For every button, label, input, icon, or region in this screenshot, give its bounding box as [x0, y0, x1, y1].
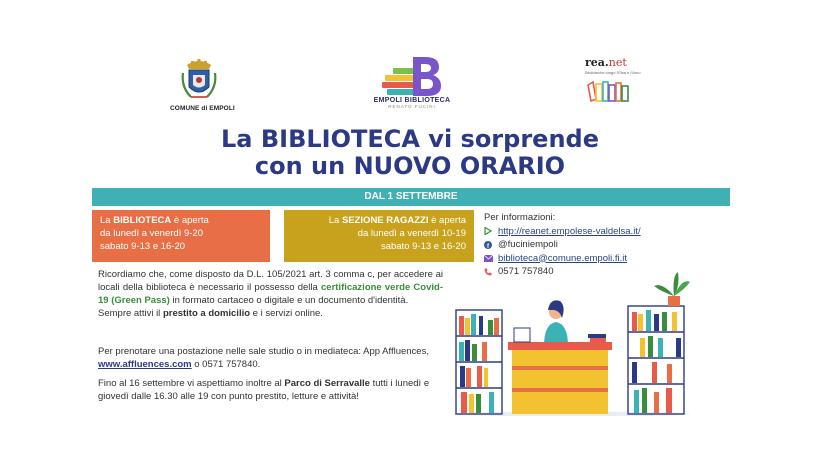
ragazzi-saturday-hours: sabato 9-13 e 16-20 [380, 241, 466, 252]
library-illustration [452, 268, 692, 416]
serravalle-paragraph: Fino al 16 settembre vi aspettiamo inoltre al Parco di Serravalle tutti i lunedì e giovedì dalle 16.30 alle 19 con punto prestito, letture e attività! [98, 378, 430, 402]
biblioteca-hours-heading: La BIBLIOTECA è aperta [100, 215, 209, 226]
email-icon [484, 255, 498, 262]
biblioteca-weekday-hours: da lunedì a venerdì 9-20 [100, 228, 203, 239]
biblioteca-hours-box [92, 210, 270, 262]
coat-of-arms-icon [179, 55, 219, 105]
biblioteca-saturday-hours: sabato 9-13 e 16-20 [100, 241, 186, 252]
ragazzi-weekday-hours: da lunedì a venerdì 10-19 [357, 228, 466, 239]
reanet-tagline: Biblioteche lungo l'Elsa e l'Arno [585, 70, 641, 75]
reanet-logo [585, 56, 665, 106]
ragazzi-hours-box [284, 210, 474, 262]
headline-line-1: La BIBLIOTECA vi sorprende [221, 125, 599, 153]
date-banner: DAL 1 SETTEMBRE [92, 188, 730, 206]
email-row [484, 252, 724, 266]
green-pass-paragraph: Ricordiamo che, come disposto da D.L. 105/2021 art. 3 comma c, per accedere ai locali della biblioteca è necessario il possesso della certificazione verde Covid-19 (Green Pass) in formato cartaceo o digitale e un documento d'identità. Sempre attivi il prestito a domicilio e i servizi online. [98, 269, 443, 319]
reanet-brand: rea.net [585, 56, 627, 69]
play-icon [484, 227, 498, 235]
svg-text:f: f [487, 243, 489, 249]
website-link[interactable]: http://reanet.empolese-valdelsa.it/ [498, 225, 641, 237]
rea-books-icon [585, 79, 633, 103]
librarian [544, 300, 568, 346]
facebook-handle[interactable]: @fuciniempoli [498, 239, 558, 250]
booking-paragraph: Per prenotare una postazione nelle sale studio o in mediateca: App Affluences, www.affluences.com o 0571 757840. [98, 346, 429, 370]
facebook-row [484, 238, 724, 252]
comune-caption: COMUNE di EMPOLI [170, 105, 235, 112]
website-row [484, 225, 724, 239]
biblioteca-logo [362, 55, 462, 117]
affluences-link[interactable]: www.affluences.com [98, 359, 192, 370]
headline-line-2: con un NUOVO ORARIO [254, 152, 566, 180]
info-heading: Per informazioni: [484, 212, 556, 223]
comune-logo [170, 55, 235, 115]
ragazzi-hours-heading: La SEZIONE RAGAZZI è aperta [328, 215, 466, 226]
facebook-icon [484, 241, 498, 249]
plant [654, 272, 690, 306]
books-logo-icon [379, 55, 445, 97]
biblioteca-name: EMPOLI BIBLIOTECA [373, 97, 451, 104]
email-link[interactable]: biblioteca@comune.empoli.fi.it [498, 252, 627, 264]
phone-number[interactable]: 0571 757840 [498, 266, 554, 277]
biblioteca-subname: RENATO FUCINI [388, 104, 436, 109]
